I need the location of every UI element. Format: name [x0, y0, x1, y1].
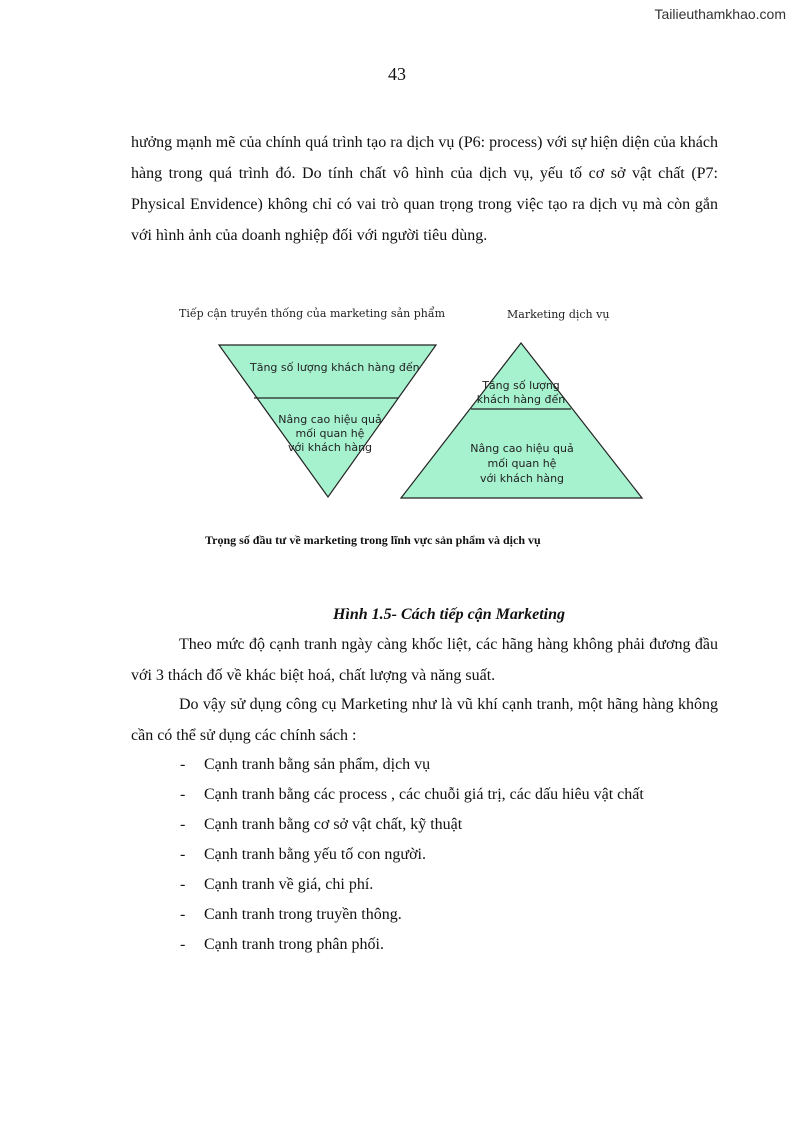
- left-bottom-label-line-2: mối quan hệ: [295, 427, 365, 440]
- list-item: [180, 780, 644, 810]
- policy-list: [180, 750, 644, 960]
- page-number: 43: [388, 64, 406, 84]
- paragraph-intro: hưởng mạnh mẽ của chính quá trình tạo ra dịch vụ (P6: process) với sự hiện diện của khách hàng trong quá trình đó. Do tính chất vô hình của dịch vụ, yếu tố cơ sở vật chất (P7: Physical Envidence) không chỉ có vai trò quan trọng trong việc tạo ra dịch vụ mà còn gắn với hình ảnh của doanh nghiệp đối với người tiêu dùng.: [131, 134, 718, 244]
- list-item: [180, 750, 644, 780]
- list-dash: -: [180, 936, 186, 953]
- right-bottom-label-line-3: với khách hàng: [479, 472, 565, 485]
- left-diagram-title: Tiếp cận truyền thống của marketing sản phẩm: [179, 307, 446, 320]
- figure-caption: Hình 1.5- Cách tiếp cận Marketing: [332, 606, 566, 623]
- list-item-text: Cạnh tranh bằng cơ sở vật chất, kỹ thuật: [204, 816, 463, 833]
- right-top-label-line-1: Tăng số lượng: [482, 379, 560, 392]
- list-item: [180, 810, 644, 840]
- list-item-text: Cạnh tranh bằng sản phẩm, dịch vụ: [204, 756, 431, 773]
- right-bottom-label-line-2: mối quan hệ: [487, 457, 557, 470]
- list-dash: -: [180, 786, 186, 803]
- list-item-text: Cạnh tranh bằng yếu tố con người.: [204, 846, 426, 863]
- left-top-label: Tăng số lượng khách hàng đến: [250, 361, 420, 374]
- list-item-text: Cạnh tranh trong phân phối.: [204, 936, 384, 953]
- right-top-label-line-2: khách hàng đến: [476, 393, 566, 406]
- watermark: Tailieuthamkhao.com: [654, 6, 786, 22]
- left-bottom-label-line-1: Nâng cao hiệu quả: [278, 413, 382, 426]
- list-item: [180, 840, 644, 870]
- right-bottom-label-line-1: Nâng cao hiệu quả: [470, 442, 574, 455]
- list-dash: -: [180, 906, 186, 923]
- list-item: [180, 900, 644, 930]
- right-diagram-title: Marketing dịch vụ: [507, 308, 610, 321]
- list-dash: -: [180, 756, 186, 773]
- list-dash: -: [180, 816, 186, 833]
- list-item-text: Canh tranh trong truyền thông.: [204, 906, 402, 923]
- paragraph-policies: Do vậy sử dụng công cụ Marketing như là vũ khí cạnh tranh, một hãng hàng không cần có thể sử dụng các chính sách :: [131, 696, 718, 744]
- list-dash: -: [180, 846, 186, 863]
- list-item: [180, 930, 644, 960]
- paragraph-competition: Theo mức độ cạnh tranh ngày càng khốc liệt, các hãng hàng không phải đương đầu với 3 thách đố về khác biệt hoá, chất lượng và năng suất.: [131, 636, 718, 684]
- list-item-text: Cạnh tranh bằng các process , các chuỗi giá trị, các dấu hiêu vật chất: [204, 786, 644, 803]
- list-dash: -: [180, 876, 186, 893]
- list-item-text: Cạnh tranh về giá, chi phí.: [204, 876, 374, 893]
- diagram-caption: Trọng số đầu tư về marketing trong lĩnh vực sản phẩm và dịch vụ: [205, 533, 541, 547]
- list-item: [180, 870, 644, 900]
- left-bottom-label-line-3: với khách hàng: [287, 441, 373, 454]
